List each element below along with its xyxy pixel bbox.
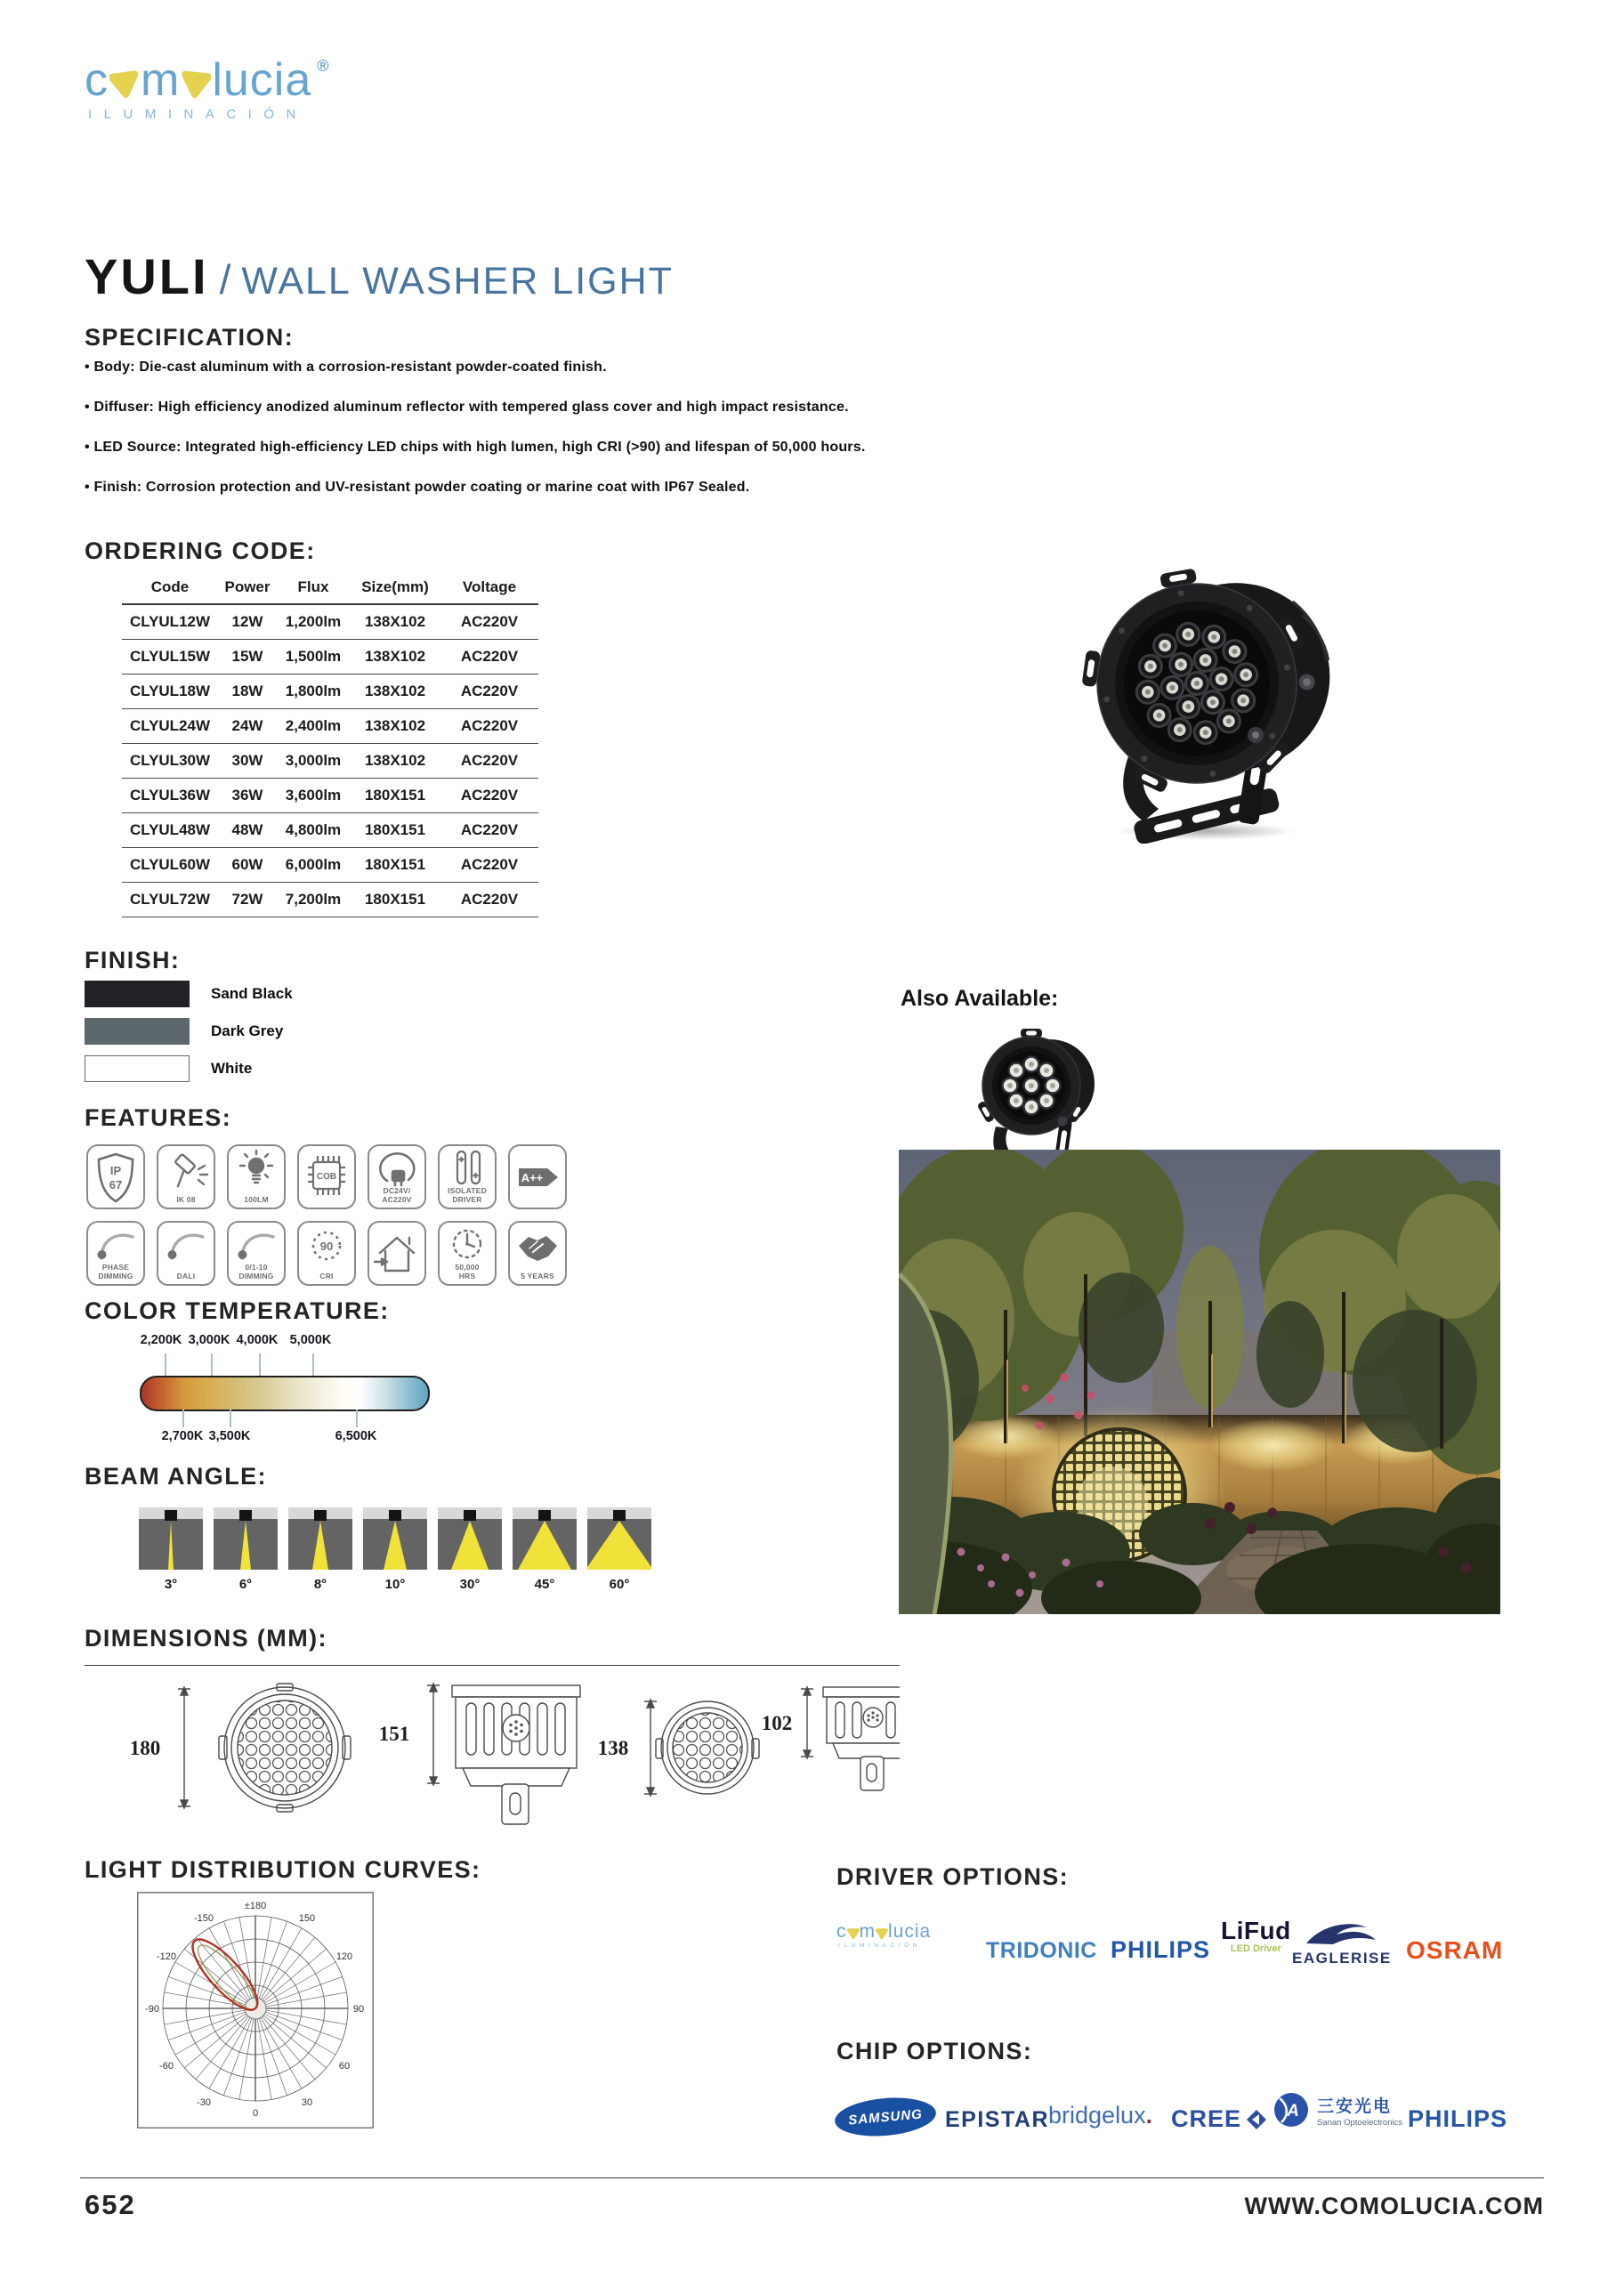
cell-flux: 3,000lm [285, 752, 342, 769]
dimension-value: 102 [761, 1712, 793, 1734]
feature-ip67 [86, 1144, 145, 1209]
logo-triangle-icon [847, 1927, 860, 1940]
page-title [85, 247, 674, 305]
table-row [122, 709, 538, 744]
registered-mark: ® [317, 57, 329, 75]
ct-tick [259, 1353, 261, 1376]
cell-code: CLYUL72W [129, 891, 211, 908]
cell-voltage: AC220V [460, 821, 519, 838]
cell-flux: 7,200lm [285, 891, 342, 908]
spec-bullet: • Diffuser: High efficiency anodized aluminum reflector with tempered glass cover and high impact resistance. [85, 400, 885, 416]
cell-voltage: AC220V [460, 752, 519, 769]
driver-logo-osram: OSRAM [1406, 1936, 1504, 1964]
feature-isolated-driver: ISOLATED DRIVER [438, 1144, 497, 1209]
svg-text:60: 60 [338, 2061, 351, 2072]
finish-option [85, 1018, 293, 1045]
cell-flux: 4,800lm [285, 821, 342, 838]
table-row [122, 675, 538, 709]
svg-text:-150: -150 [193, 1913, 214, 1924]
beam-diagram-10 [363, 1507, 427, 1570]
cell-size: 138X102 [364, 752, 426, 769]
svg-text:±180: ±180 [244, 1901, 267, 1911]
feature-cob [297, 1144, 356, 1209]
cell-size: 180X151 [364, 821, 426, 838]
logo-letter: m [141, 54, 181, 106]
chip-logo-philips: PHILIPS [1408, 2105, 1508, 2132]
cell-flux: 6,000lm [285, 856, 342, 873]
finish-label: White [211, 1060, 253, 1077]
ct-tick [182, 1410, 184, 1427]
cell-power: 30W [231, 752, 263, 769]
svg-text:-30: -30 [197, 2097, 211, 2108]
features-heading: FEATURES: [85, 1104, 232, 1131]
feature-50000hrs: 50,000 HRS [438, 1221, 497, 1286]
spec-bullet: • Body: Die-cast aluminum with a corrosion-resistant powder-coated finish. [85, 359, 885, 376]
ct-label-3000k: 3,000K [188, 1333, 230, 1347]
clock-icon [440, 1224, 495, 1264]
finish-heading: FINISH: [85, 947, 181, 973]
dimension-value: 151 [378, 1723, 410, 1745]
cell-size: 138X102 [364, 717, 426, 734]
cell-code: CLYUL12W [129, 613, 211, 630]
feature-100lm: 100LM [227, 1144, 286, 1209]
cell-voltage: AC220V [460, 891, 519, 908]
svg-text:150: 150 [298, 1913, 316, 1924]
ct-tick [165, 1353, 166, 1376]
energy-label-icon [510, 1148, 565, 1207]
cri-icon [299, 1224, 354, 1269]
cell-size: 138X102 [364, 648, 426, 665]
ct-label-3500k: 3,500K [208, 1429, 251, 1443]
svg-text:COB: COB [316, 1172, 337, 1182]
svg-text:-60: -60 [159, 2061, 174, 2072]
cell-voltage: AC220V [460, 683, 519, 699]
cell-voltage: AC220V [460, 648, 519, 665]
dimension-value: 138 [597, 1737, 629, 1759]
column-header: Size(mm) [361, 578, 429, 595]
driver-logo-philips: PHILIPS [1111, 1936, 1211, 1963]
svg-text:30: 30 [301, 2097, 313, 2108]
website-url: WWW.COMOLUCIA.COM [1244, 2193, 1544, 2219]
beam-diagram-8 [288, 1507, 352, 1570]
logo-letter: c [85, 54, 109, 106]
feature-dali: DALI [157, 1221, 215, 1286]
dimmer-dial-icon [229, 1224, 284, 1264]
cell-size: 180X151 [364, 891, 426, 908]
logo-letter: lucia [212, 54, 312, 106]
ordering-heading: ORDERING CODE: [85, 537, 316, 564]
feature-phase-dimming: PHASE DIMMING [86, 1221, 145, 1286]
table-row [122, 883, 538, 917]
finish-option [85, 981, 293, 1007]
cell-code: CLYUL60W [129, 856, 211, 873]
ct-label-4000k: 4,000K [236, 1333, 279, 1347]
product-name: YULI [85, 248, 209, 304]
ct-tick [356, 1410, 358, 1427]
chip-logo-bridgelux: bridgelux. [1048, 2102, 1153, 2129]
driver-logo-eaglerise: EAGLERISE [1292, 1920, 1392, 1967]
dimmer-dial-icon [88, 1224, 143, 1264]
handshake-icon [510, 1224, 565, 1265]
dimensions-heading: DIMENSIONS (MM): [85, 1625, 327, 1652]
cell-code: CLYUL36W [129, 787, 211, 804]
application-photo-garden [899, 1150, 1500, 1614]
ct-label-6500k: 6,500K [335, 1429, 377, 1443]
beam-angle-diagrams [139, 1507, 651, 1570]
svg-text:A: A [1287, 2102, 1299, 2120]
finish-label: Sand Black [211, 985, 293, 1002]
spec-bullet: • Finish: Corrosion protection and UV-resistant powder coating or marine coat with IP67 Sealed. [85, 480, 885, 496]
logo-subtitle: ILUMINACIÓN [88, 107, 308, 122]
feature-warranty: 5 YEARS [508, 1221, 567, 1286]
distribution-heading: LIGHT DISTRIBUTION CURVES: [85, 1856, 481, 1883]
logo-triangle-icon [876, 1927, 888, 1940]
sanan-disc-icon [1273, 2091, 1310, 2129]
dimmer-dial-icon [158, 1224, 214, 1264]
feature-cri90: 90 CRI [297, 1221, 356, 1286]
feature-voltage: DC24V/ AC220V [368, 1144, 426, 1209]
hammer-icon [158, 1148, 214, 1189]
specification-heading: SPECIFICATION: [85, 324, 295, 351]
svg-text:120: 120 [335, 1951, 353, 1962]
polar-distribution-chart [137, 1892, 374, 2129]
ct-label-2700k: 2,700K [161, 1429, 204, 1443]
svg-text:90: 90 [352, 2004, 365, 2015]
column-header: Flux [297, 578, 329, 595]
feature-ik08: IK 08 [157, 1144, 215, 1209]
svg-text:67: 67 [109, 1178, 123, 1192]
cell-flux: 1,200lm [285, 613, 342, 630]
house-icon [369, 1224, 424, 1281]
svg-text:0: 0 [252, 2108, 259, 2119]
svg-text:IP: IP [109, 1164, 122, 1177]
table-row [122, 848, 538, 883]
cell-voltage: AC220V [460, 613, 519, 630]
features-row-1 [86, 1144, 567, 1209]
ct-label-5000k: 5,000K [289, 1333, 332, 1347]
cell-power: 36W [231, 787, 263, 804]
cell-code: CLYUL30W [129, 752, 211, 769]
spec-bullet: • LED Source: Integrated high-efficiency LED chips with high lumen, high CRI (>90) and lifespan of 50,000 hours. [85, 440, 885, 456]
cell-power: 48W [231, 821, 263, 838]
svg-text:-120: -120 [156, 1951, 177, 1962]
ordering-table [122, 570, 538, 917]
ct-tick [230, 1410, 231, 1427]
cell-size: 138X102 [364, 613, 426, 630]
product-photo-main [1072, 550, 1339, 844]
chip-logo-sanan: A 三安光电 Sanan Optoelectronics [1273, 2091, 1402, 2129]
isolated-driver-icon [440, 1148, 495, 1187]
footer-divider [80, 2177, 1544, 2178]
driver-logo-tridonic: TRIDONIC [986, 1938, 1097, 1963]
svg-text:90: 90 [319, 1240, 334, 1253]
cell-power: 15W [231, 648, 263, 665]
product-category: WALL WASHER LIGHT [241, 260, 674, 303]
chip-icon [299, 1148, 354, 1205]
cell-code: CLYUL24W [129, 717, 211, 734]
cell-flux: 2,400lm [285, 717, 342, 734]
beam-diagram-60 [587, 1507, 651, 1570]
svg-text:A++: A++ [521, 1171, 544, 1184]
cell-code: CLYUL48W [129, 821, 211, 838]
finish-label: Dark Grey [211, 1022, 284, 1039]
feature-energy-class [508, 1144, 567, 1209]
page-number: 652 [85, 2189, 136, 2220]
cell-power: 60W [231, 856, 263, 873]
beam-angle-labels: 3° 6° 8° 10° 30° 45° 60° [164, 1577, 630, 1592]
cree-diamond-icon [1246, 2109, 1267, 2130]
driver-logo-comolucia: c m lucia ILUMINACIÓN [836, 1921, 932, 1949]
color-temperature-heading: COLOR TEMPERATURE: [85, 1297, 390, 1324]
swatch-sand-black [85, 981, 190, 1007]
color-temperature-bar [140, 1376, 430, 1411]
chip-logo-epistar: EPISTAR [945, 2107, 1049, 2132]
chip-options-heading: CHIP OPTIONS: [836, 2038, 1033, 2064]
table-row [122, 744, 538, 779]
swatch-dark-grey [85, 1018, 190, 1045]
dimension-value: 180 [129, 1737, 161, 1759]
finish-options [85, 981, 293, 1093]
cell-power: 12W [231, 613, 263, 630]
dimension-drawings [85, 1676, 900, 1830]
ct-tick [211, 1353, 213, 1376]
cell-size: 180X151 [364, 856, 426, 873]
shield-icon [88, 1148, 143, 1207]
cell-voltage: AC220V [460, 787, 519, 804]
column-header: Power [224, 578, 271, 595]
cell-code: CLYUL18W [129, 683, 211, 699]
beam-diagram-30 [438, 1507, 502, 1570]
table-row [122, 779, 538, 813]
table-row [122, 605, 538, 640]
swatch-white [85, 1055, 190, 1082]
bulb-icon [229, 1148, 284, 1189]
column-header: Code [150, 578, 190, 595]
eagle-swoosh-icon [1299, 1920, 1385, 1945]
svg-text:-90: -90 [145, 2004, 159, 2015]
cell-voltage: AC220V [460, 717, 519, 734]
cell-size: 138X102 [364, 683, 426, 699]
features-row-2 [86, 1221, 567, 1286]
also-available-label: Also Available: [901, 986, 1059, 1011]
cell-power: 72W [231, 891, 263, 908]
cell-code: CLYUL15W [129, 648, 211, 665]
table-row [122, 813, 538, 848]
beam-diagram-6 [214, 1507, 278, 1570]
column-header: Voltage [462, 578, 517, 595]
beam-angle-heading: BEAM ANGLE: [85, 1463, 267, 1490]
feature-0-1-10-dimming: 0/1-10 DIMMING [227, 1221, 286, 1286]
title-separator: / [219, 256, 231, 303]
cell-flux: 1,500lm [285, 648, 342, 665]
finish-option [85, 1055, 293, 1082]
cell-voltage: AC220V [460, 856, 519, 873]
plug-icon [369, 1148, 424, 1187]
ct-tick [312, 1353, 314, 1376]
driver-logo-lifud: LiFud LED Driver [1221, 1917, 1291, 1954]
chip-logo-samsung: SAMSUNG [833, 2094, 937, 2140]
cell-power: 18W [231, 683, 263, 699]
cell-power: 24W [231, 717, 263, 734]
logo-triangle-icon [109, 69, 140, 100]
logo-triangle-icon [181, 69, 211, 100]
table-header-row [122, 570, 538, 605]
divider [85, 1665, 900, 1666]
beam-diagram-45 [513, 1507, 577, 1570]
feature-indoor-outdoor [368, 1221, 426, 1286]
table-row [122, 640, 538, 675]
cell-flux: 3,600lm [285, 787, 342, 804]
brand-logo [85, 54, 329, 122]
cell-size: 180X151 [364, 787, 426, 804]
cell-flux: 1,800lm [285, 683, 342, 699]
beam-diagram-3 [139, 1507, 203, 1570]
ct-label-2200k: 2,200K [140, 1333, 182, 1347]
specification-list [85, 359, 885, 520]
driver-options-heading: DRIVER OPTIONS: [836, 1863, 1070, 1890]
chip-logo-cree: CREE [1171, 2105, 1267, 2133]
